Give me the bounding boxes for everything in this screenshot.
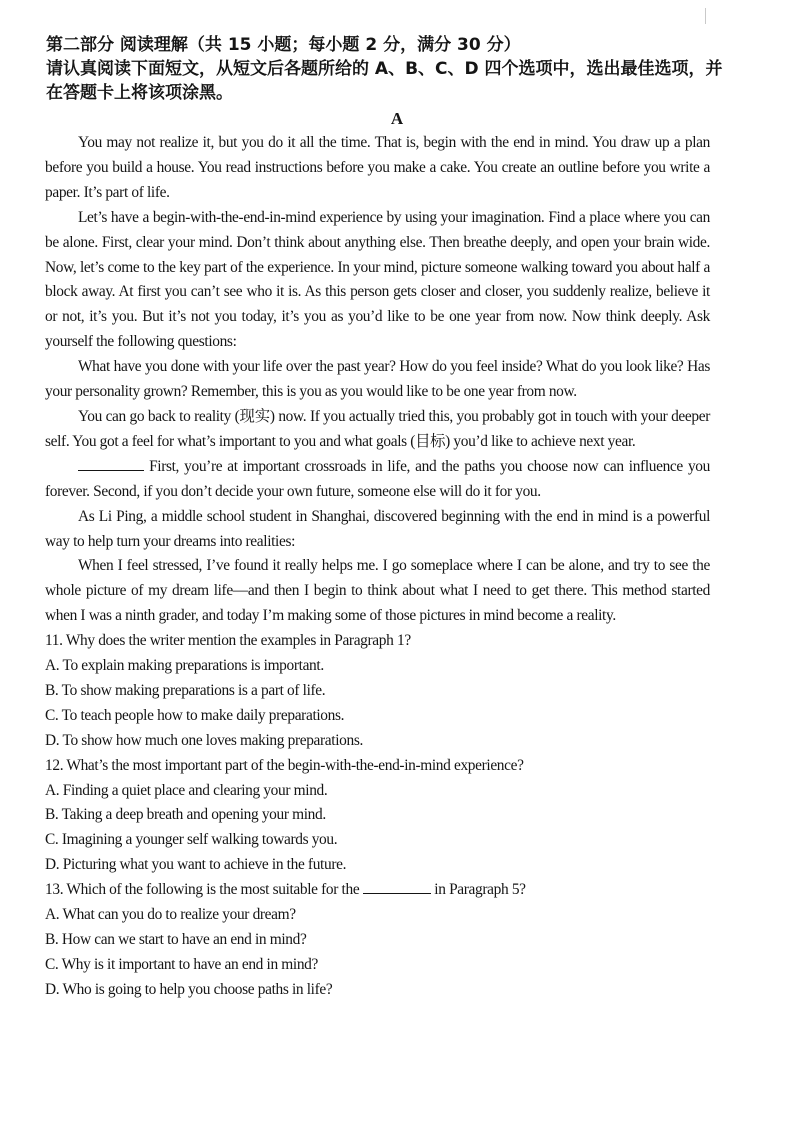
question-11-option-a: A. To explain making preparations is important.	[45, 657, 324, 675]
passage-body	[45, 131, 710, 1003]
question-11-option-d: D. To show how much one loves making preparations.	[45, 731, 363, 749]
passage-label: A	[390, 109, 404, 128]
margin-mark	[705, 8, 706, 24]
question-11-option-b: B. To show making preparations is a part of life.	[45, 681, 326, 699]
question-12-option-a: A. Finding a quiet place and clearing your mind.	[45, 781, 328, 799]
question-12-stem: 12. What’s the most important part of the begin-with-the-end-in-mind experience?	[45, 756, 524, 774]
answer-blank	[78, 456, 144, 471]
question-12-option-b: B. Taking a deep breath and opening your mind.	[45, 806, 326, 824]
paragraph-4: You can go back to reality (现实) now. If you actually tried this, you probably got in touch with your deeper self. You got a feel for what’s important to you and what goals (目标) you’d like to achieve next year.	[45, 407, 710, 450]
question-11-stem: 11. Why does the writer mention the examples in Paragraph 1?	[45, 632, 411, 650]
paragraph-1: You may not realize it, but you do it all the time. That is, begin with the end in mind. You draw up a plan before you build a house. You read instructions before you make a cake. You create an outline before you write a paper. It’s part of life.	[45, 134, 710, 201]
question-13-stem-end: in Paragraph 5?	[430, 881, 526, 899]
section-header	[46, 33, 726, 105]
question-13-stem-start: 13. Which of the following is the most suitable for the	[45, 881, 363, 899]
question-13-option-a: A. What can you do to realize your dream?	[45, 906, 296, 924]
paragraph-3: What have you done with your life over the past year? How do you feel inside? What do you look like? Has your personality grown? Remember, this is you as you would like to be one year from now.	[45, 358, 710, 401]
question-11-option-c: C. To teach people how to make daily preparations.	[45, 706, 345, 724]
paragraph-6: As Li Ping, a middle school student in Shanghai, discovered beginning with the end in mind is a powerful way to help turn your dreams into realities:	[45, 507, 710, 550]
question-12-option-c: C. Imagining a younger self walking towards you.	[45, 831, 338, 849]
question-13-option-b: B. How can we start to have an end in mind?	[45, 931, 307, 948]
section-instructions: 请认真阅读下面短文，从短文后各题所给的 A、B、C、D 四个选项中，选出最佳选项，并在答题卡上将该项涂黑。	[46, 59, 723, 103]
paragraph-5-text: First, you’re at important crossroads in life, and the paths you choose now can influence you forever. Second, if you don’t decide your own future, someone else will do it for you.	[45, 457, 710, 500]
paragraph-7: When I feel stressed, I’ve found it really helps me. I go someplace where I can be alone, and try to see the whole picture of my dream life—and then I begin to think about what I need to get there. This method started when I was a ninth grader, and today I’m making some of those pictures in mind become a reality.	[45, 557, 710, 625]
question-13-option-c: C. Why is it important to have an end in mind?	[45, 955, 319, 973]
paragraph-2: Let’s have a begin-with-the-end-in-mind experience by using your imagination. Find a place where you can be alone. First, clear your mind. Don’t think about anything else. Then breathe deeply, and open your brain wide. Now, let’s come to the key part of the experience. In your mind, picture someone walking toward you about half a block away. At first you can’t see who it is. As this person gets closer and closer, you suddenly realize, believe it or not, it’s you. But it’s not you today, it’s you as you’d like to be one year from now. Now think deeply. Ask yourself the following questions:	[45, 208, 710, 351]
question-13-blank	[363, 879, 431, 894]
section-title: 第二部分 阅读理解（共 15 小题；每小题 2 分，满分 30 分）	[46, 35, 521, 55]
paragraph-5	[45, 455, 710, 505]
question-13-option-d: D. Who is going to help you choose paths in life?	[45, 980, 333, 998]
question-13-stem	[45, 878, 710, 903]
question-12-option-d: D. Picturing what you want to achieve in the future.	[45, 856, 347, 874]
